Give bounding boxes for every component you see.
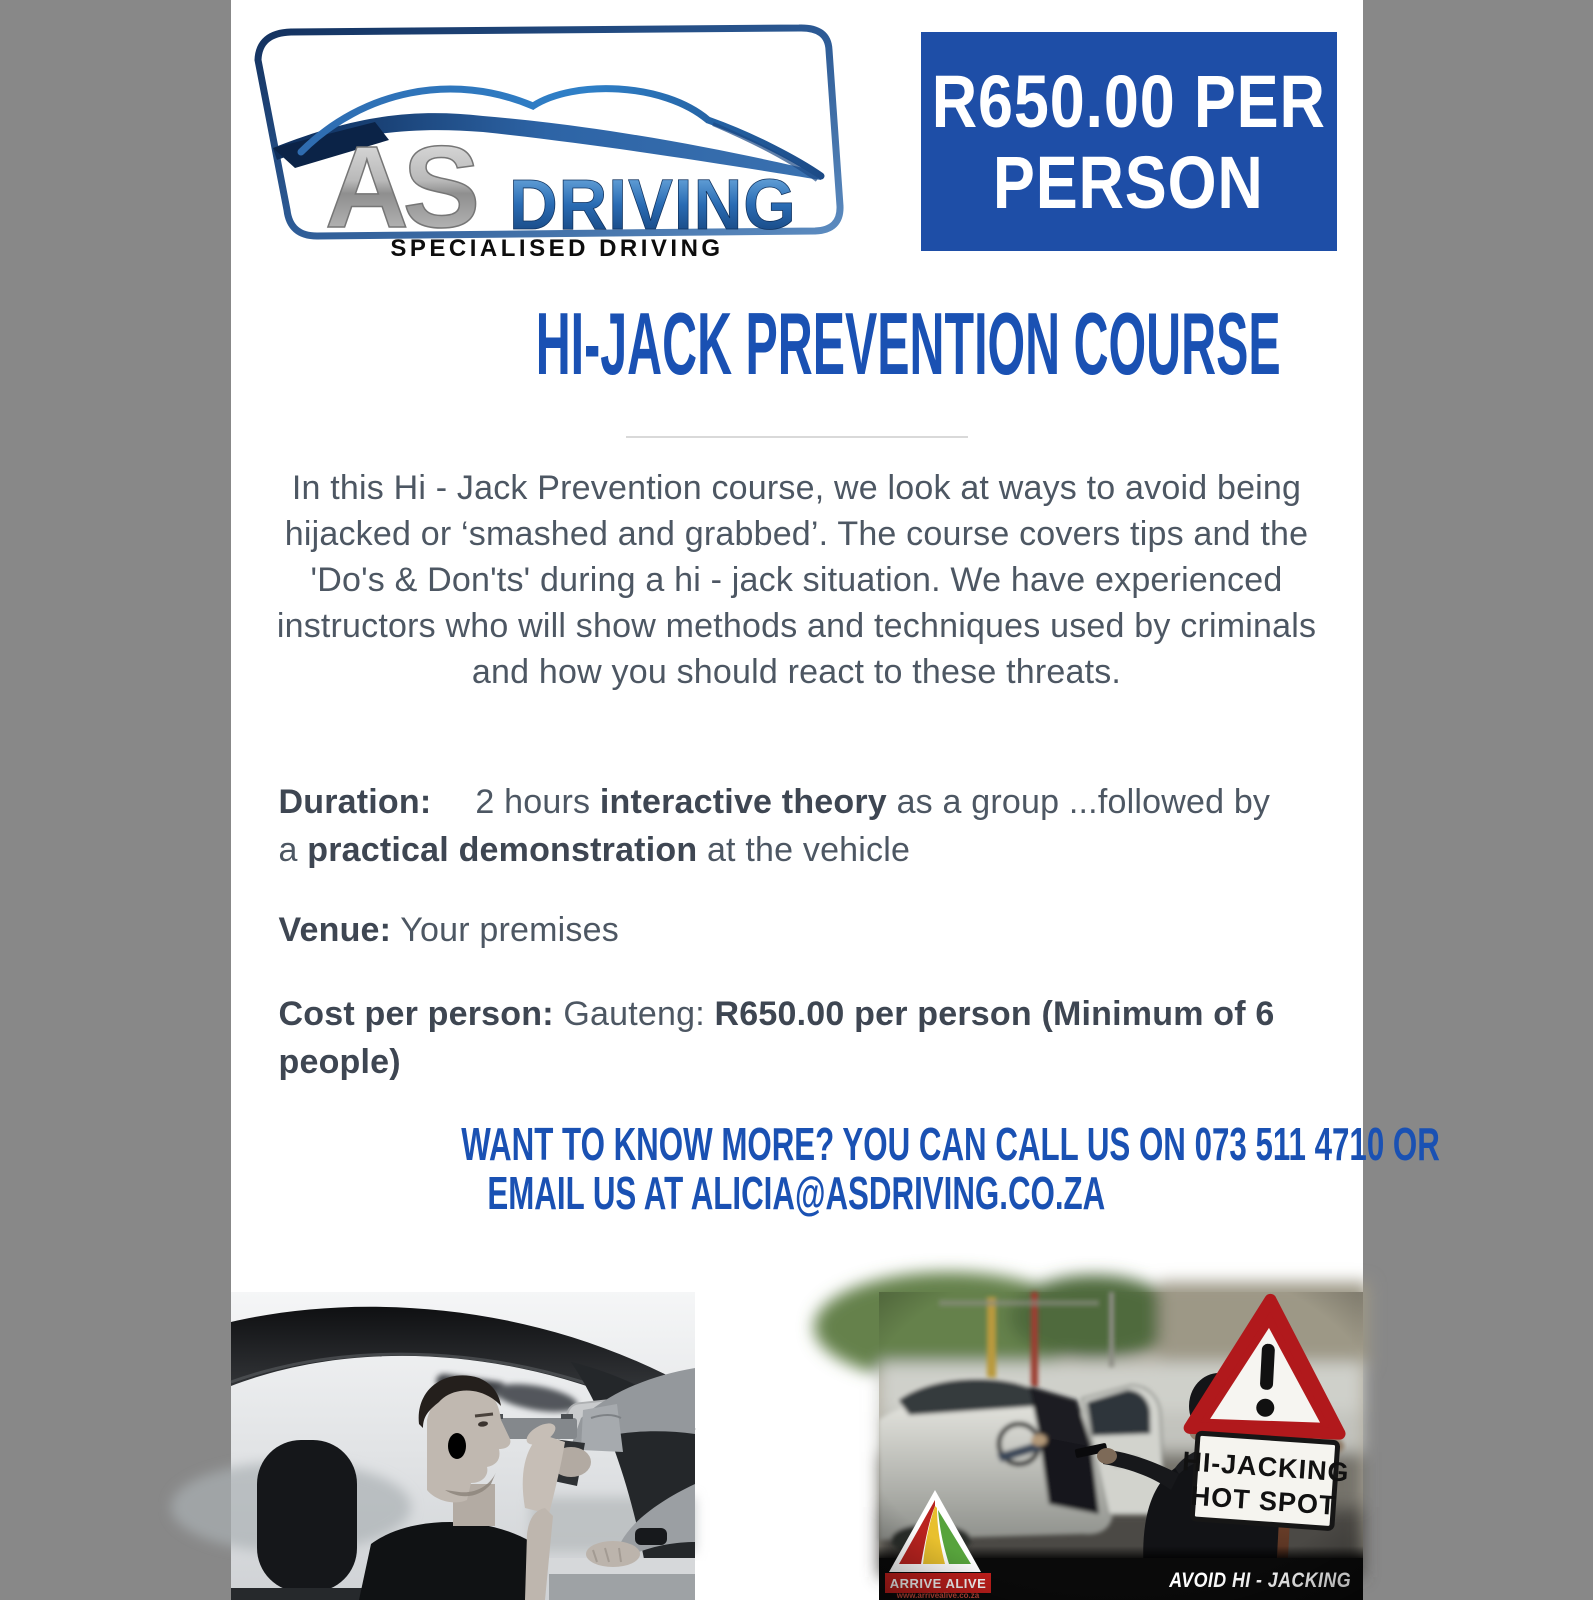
duration-row: [279, 778, 1283, 874]
venue-text: Your premises: [400, 911, 619, 949]
duration-bold-1: interactive theory: [599, 783, 887, 821]
left-photo-graphic: [231, 1292, 695, 1600]
duration-mid: as a group ...followed by a: [278, 783, 1271, 869]
cta-block: [231, 1118, 1440, 1219]
logo-brand-primary: AS: [324, 122, 474, 252]
cost-label: Cost per person:: [278, 995, 554, 1033]
price-badge-line1: R650.00 PER: [931, 59, 1326, 143]
cost-bold: R650.00 per person (Minimum of 6 people): [278, 995, 1275, 1081]
flyer-page: [231, 0, 1440, 1600]
price-badge: [921, 32, 1337, 251]
hijack-photo-hot-spot: [879, 1292, 1363, 1600]
duration-bold-2: practical demonstration: [307, 831, 698, 869]
logo-tagline: SPECIALISED DRIVING: [389, 235, 724, 262]
as-driving-logo: [243, 20, 853, 262]
divider-line: [626, 436, 968, 438]
page-title-wrap: [231, 294, 1363, 393]
price-badge-line2: PERSON: [993, 140, 1264, 224]
vignette-overlay: [879, 1292, 1363, 1600]
cost-row: [279, 990, 1283, 1086]
logo-brand-secondary: DRIVING: [508, 164, 797, 245]
cta-line1: WANT TO KNOW MORE? YOU CAN CALL US ON 073 511 4710 OR: [460, 1118, 1440, 1170]
venue-row: [279, 906, 1283, 954]
venue-label: Venue:: [278, 911, 392, 949]
right-photo-graphic: [879, 1292, 1363, 1600]
cta-line2: EMAIL US AT ALICIA@ASDRIVING.CO.ZA: [487, 1167, 1106, 1219]
duration-lead: 2 hours: [475, 783, 591, 821]
cost-region: Gauteng:: [563, 995, 705, 1033]
as-driving-logo-graphic: [243, 20, 853, 262]
driver-ear: [448, 1433, 466, 1459]
duration-label: Duration:: [278, 783, 432, 821]
wrist-watch: [635, 1528, 667, 1545]
driver-eyebrow: [475, 1414, 493, 1416]
duration-tail: at the vehicle: [706, 831, 911, 869]
hijack-photo-driver-at-gunpoint: [231, 1292, 695, 1600]
page-title: HI-JACK PREVENTION COURSE: [535, 294, 1281, 393]
intro-paragraph: In this Hi - Jack Prevention course, we look at ways to avoid being hijacked or ‘smashed and grabbed’. The course covers tips and the 'Do's & Don'ts' during a hi - jack situation. We have experienced instructors who will show methods and techniques used by criminals and how you should react to these threats.: [276, 469, 1317, 691]
